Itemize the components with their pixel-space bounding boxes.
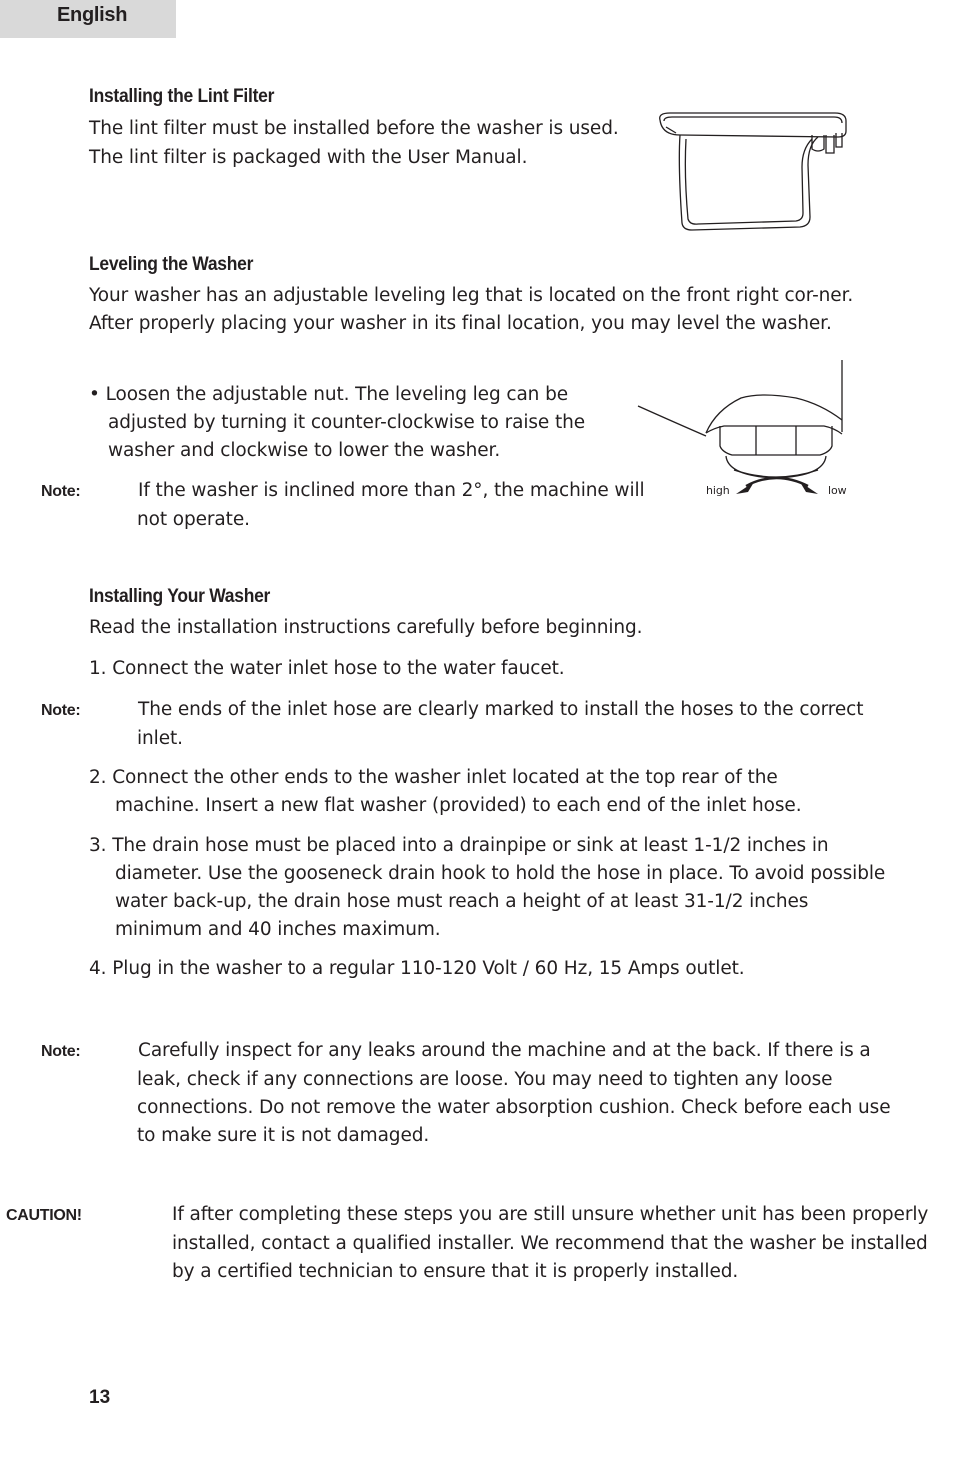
installing-note-1 [41, 696, 877, 753]
installing-note-2 [41, 1037, 913, 1150]
installing-intro: Read the installation instructions carefully before beginning. [89, 617, 643, 638]
caution-label: CAUTION! [6, 1207, 82, 1224]
installing-step-3: 3. The drain hose must be placed into a drainpipe or sink at least 1-1/2 inches in diameter. Use the gooseneck drain hook to hold the hose in place. To avoid possible water back-up, the drain hose must reach a height of at least 31-1/2 inches minimum and 40 inches maximum. [89, 835, 886, 940]
installing-step-1: 1. Connect the water inlet hose to the water faucet. [89, 658, 565, 679]
installing-note-2-text: Carefully inspect for any leaks around the machine and at the back. If there is a leak, check if any connections are loose. You may need to tighten any loose connections. Do not remove the water absorption cushion. Check before each use to make sure it is not damaged. [137, 1040, 891, 1146]
installing-heading: Installing Your Washer [89, 586, 271, 607]
language-tab-label: English [57, 4, 128, 26]
language-tab [0, 0, 176, 38]
caution-text: If after completing these steps you are still unsure whether unit has been properly installed, contact a qualified installer. We recommend that the washer be installed by a certified technician to ensure that it is properly installed. [172, 1204, 929, 1282]
note-label: Note: [41, 702, 81, 719]
installing-step-2: 2. Connect the other ends to the washer inlet located at the top rear of the machine. Insert a new flat washer (provided) to each end of the inlet hose. [89, 767, 802, 816]
leveling-bullet: • Loosen the adjustable nut. The leveling leg can be adjusted by turning it counter-clockwise to raise the washer and clockwise to lower the washer. [89, 384, 586, 461]
note-label: Note: [41, 483, 81, 500]
installing-step-4: 4. Plug in the washer to a regular 110-120 Volt / 60 Hz, 15 Amps outlet. [89, 958, 745, 979]
note-label: Note: [41, 1043, 81, 1060]
lint-filter-line-1: The lint filter must be installed before the washer is used. [89, 118, 619, 139]
leveling-low-label: low [828, 484, 847, 497]
leveling-leg-illustration-icon [636, 358, 856, 508]
lint-filter-illustration-icon [650, 105, 855, 237]
installing-note-1-text: The ends of the inlet hose are clearly marked to install the hoses to the correct inlet. [137, 699, 864, 749]
leveling-heading: Leveling the Washer [89, 254, 254, 275]
caution-paragraph [6, 1201, 948, 1286]
leveling-body: Your washer has an adjustable leveling leg that is located on the front right cor-ner. After properly placing your washer in its final location, you may level the washer. [89, 285, 854, 334]
page-number: 13 [89, 1387, 111, 1408]
lint-filter-line-2: The lint filter is packaged with the User Manual. [89, 147, 528, 168]
leveling-note-text: If the washer is inclined more than 2°, the machine will not operate. [137, 480, 645, 530]
lint-filter-heading: Installing the Lint Filter [89, 86, 275, 107]
leveling-high-label: high [706, 484, 730, 497]
leveling-note [41, 477, 677, 534]
